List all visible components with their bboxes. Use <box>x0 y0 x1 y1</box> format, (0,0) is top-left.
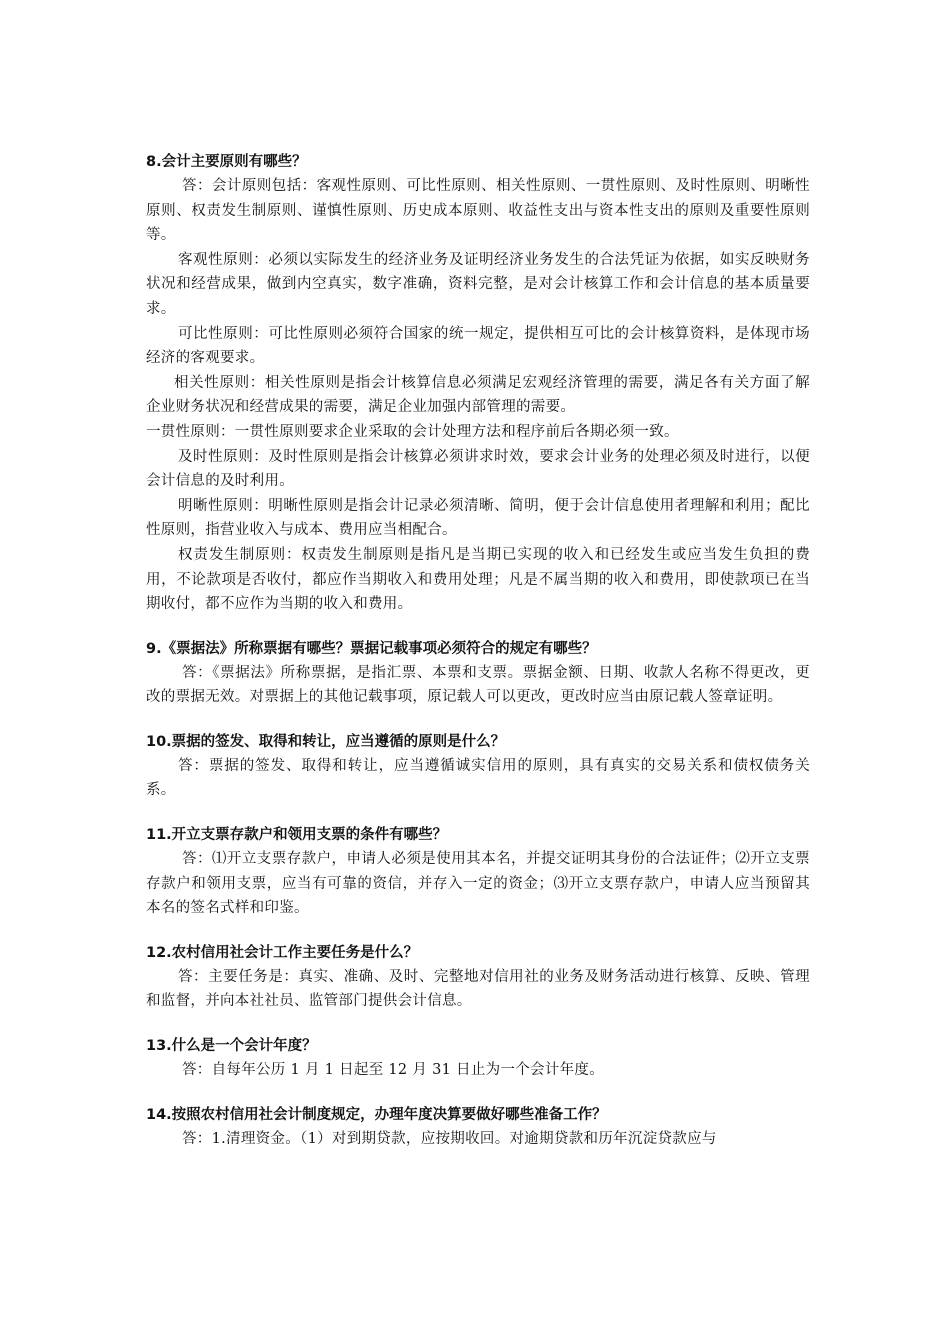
answer-paragraph: 答：会计原则包括：客观性原则、可比性原则、相关性原则、一贯性原则、及时性原则、明晰性原则、权责发生制原则、谨慎性原则、历史成本原则、收益性支出与资本性支出的原则及重要性原则等。 <box>146 178 810 244</box>
answer-paragraph: 答：票据的签发、取得和转让，应当遵循诚实信用的原则，具有真实的交易关系和债权债务关系。 <box>146 757 810 799</box>
question-heading: 10.票据的签发、取得和转让，应当遵循的原则是什么？ <box>146 733 506 750</box>
answer-paragraph: 答：主要任务是：真实、准确、及时、完整地对信用社的业务及财务活动进行核算、反映、管理和监督，并向本社社员、监管部门提供会计信息。 <box>146 968 810 1010</box>
answer-paragraph: 答：⑴开立支票存款户，申请人必须是使用其本名，并提交证明其身份的合法证件；⑵开立支票存款户和领用支票，应当有可靠的资信，并存入一定的资金；⑶开立支票存款户，申请人应当预留其本名的签名式样和印鉴。 <box>146 851 810 917</box>
answer-paragraph: 客观性原则：必须以实际发生的经济业务及证明经济业务发生的合法凭证为依据，如实反映财务状况和经营成果，做到内空真实，数字准确，资料完整，是对会计核算工作和会计信息的基本质量要求。 <box>146 251 810 317</box>
section-spacer <box>146 1014 810 1034</box>
section-spacer <box>146 617 810 637</box>
question-heading: 8.会计主要原则有哪些？ <box>146 154 307 170</box>
section-spacer <box>146 921 810 941</box>
answer-paragraph: 权责发生制原则：权责发生制原则是指凡是当期已实现的收入和已经发生或应当发生负担的费用，不论款项是否收付，都应作当期收入和费用处理；凡是不属当期的收入和费用，即使款项已在当期收付，都不应作为当期的收入和费用。 <box>146 546 810 613</box>
question-heading: 14.按照农村信用社会计制度规定，办理年度决算要做好哪些准备工作？ <box>146 1106 607 1123</box>
section-spacer <box>146 803 810 823</box>
answer-paragraph: 明晰性原则：明晰性原则是指会计记录必须清晰、简明，便于会计信息使用者理解和利用；配比性原则，指营业收入与成本、费用应当相配合。 <box>146 497 810 539</box>
question-heading: 13.什么是一个会计年度？ <box>146 1038 317 1055</box>
answer-paragraph: 答：《票据法》所称票据，是指汇票、本票和支票。票据金额、日期、收款人名称不得更改，更改的票据无效。对票据上的其他记载事项，原记载人可以更改，更改时应当由原记载人签章证明。 <box>146 664 810 706</box>
question-heading: 11.开立支票存款户和领用支票的条件有哪些？ <box>146 827 448 844</box>
answer-paragraph: 答：1.清理资金。（1）对到期贷款，应按期收回。对逾期贷款和历年沉淀贷款应与 <box>182 1130 717 1147</box>
question-heading: 9.《票据法》所称票据有哪些？票据记载事项必须符合的规定有哪些？ <box>146 640 597 657</box>
answer-paragraph: 可比性原则：可比性原则必须符合国家的统一规定，提供相互可比的会计核算资料，是体现市场经济的客观要求。 <box>146 325 810 367</box>
question-heading: 12.农村信用社会计工作主要任务是什么？ <box>146 944 419 961</box>
section-spacer <box>146 710 810 730</box>
answer-paragraph: 一贯性原则：一贯性原则要求企业采取的会计处理方法和程序前后各期必须一致。 <box>146 423 679 440</box>
answer-paragraph: 答：自每年公历 1 月 1 日起至 12 月 31 日止为一个会计年度。 <box>182 1062 605 1079</box>
answer-paragraph: 相关性原则：相关性原则是指会计核算信息必须满足宏观经济管理的需要，满足各有关方面了解企业财务状况和经营成果的需要，满足企业加强内部管理的需要。 <box>146 374 810 416</box>
section-spacer <box>146 1083 810 1103</box>
document-page <box>146 150 810 1151</box>
answer-paragraph: 及时性原则：及时性原则是指会计核算必须讲求时效，要求会计业务的处理必须及时进行，以便会计信息的及时利用。 <box>146 448 810 490</box>
